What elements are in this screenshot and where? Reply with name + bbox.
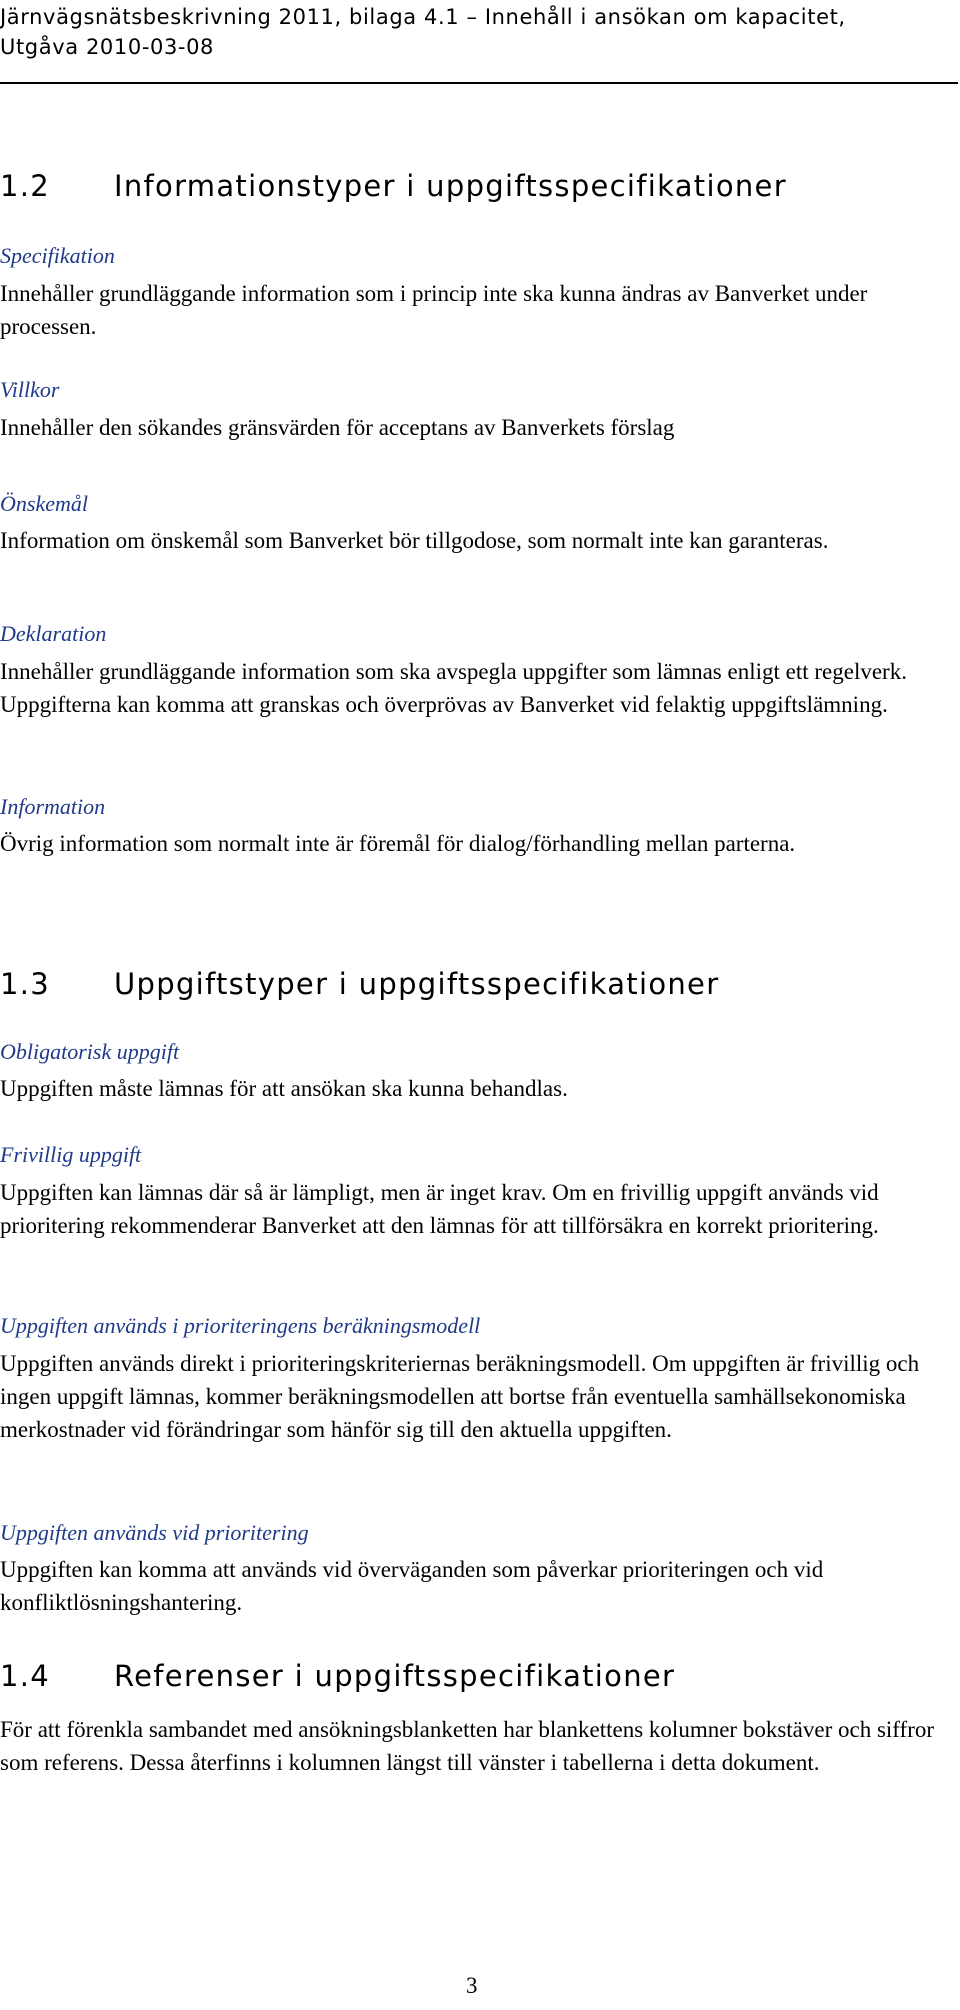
term-deklaration: Deklaration	[0, 621, 107, 646]
term-berakningsmodell: Uppgiften används i prioriteringens beräkningsmodell	[0, 1313, 481, 1338]
definition-berakningsmodell: Uppgiften används direkt i prioriteringskriteriernas beräkningsmodell. Om uppgiften är frivillig och ingen uppgift lämnas, kommer beräkningsmodellen att bortse från eventuella samhällsekonomiska merkostnader vid förändringar som hänför sig till den aktuella uppgiften.	[0, 1351, 920, 1442]
definition-deklaration: Innehåller grundläggande information som ska avspegla uppgifter som lämnas enligt ett regelverk. Uppgifterna kan komma att granskas och överprövas av Banverket vid felaktig uppgiftslämning.	[0, 659, 907, 717]
definition-onskemal: Information om önskemål som Banverket bör tillgodose, som normalt inte kan garanteras.	[0, 528, 829, 553]
section-title: Referenser i uppgiftsspecifikationer	[114, 1659, 676, 1693]
section-number: 1.4	[0, 1659, 51, 1693]
section-1-4-paragraph: För att förenkla sambandet med ansökningsblanketten har blankettens kolumner bokstäver och siffror som referens. Dessa återfinns i kolumnen längst till vänster i tabellerna i detta dokument.	[0, 1717, 935, 1775]
definition-information: Övrig information som normalt inte är föremål för dialog/förhandling mellan parterna.	[0, 831, 796, 856]
definition-villkor: Innehåller den sökandes gränsvärden för acceptans av Banverkets förslag	[0, 415, 675, 440]
definition-specifikation: Innehåller grundläggande information som i princip inte ska kunna ändras av Banverket under processen.	[0, 281, 868, 339]
term-vid-prioritering: Uppgiften används vid prioritering	[0, 1520, 309, 1545]
header-divider	[0, 82, 958, 84]
term-obligatorisk-uppgift: Obligatorisk uppgift	[0, 1039, 180, 1064]
running-header	[0, 2, 958, 62]
page-number: 3	[466, 1973, 478, 1998]
header-line-2: Utgåva 2010-03-08	[0, 35, 215, 59]
term-information: Information	[0, 794, 106, 819]
section-number: 1.3	[0, 967, 51, 1001]
term-frivillig-uppgift: Frivillig uppgift	[0, 1142, 142, 1167]
term-onskemal: Önskemål	[0, 491, 88, 516]
header-line-1: Järnvägsnätsbeskrivning 2011, bilaga 4.1 – Innehåll i ansökan om kapacitet,	[0, 5, 846, 29]
definition-vid-prioritering: Uppgiften kan komma att används vid överväganden som påverkar prioriteringen och vid konfliktlösningshantering.	[0, 1557, 824, 1615]
term-villkor: Villkor	[0, 377, 60, 402]
definition-obligatorisk-uppgift: Uppgiften måste lämnas för att ansökan ska kunna behandlas.	[0, 1076, 568, 1101]
section-heading-1-3	[0, 966, 719, 1002]
term-specifikation: Specifikation	[0, 243, 115, 268]
section-title: Informationstyper i uppgiftsspecifikationer	[114, 169, 787, 203]
section-heading-1-4	[0, 1658, 675, 1694]
section-title: Uppgiftstyper i uppgiftsspecifikationer	[114, 967, 720, 1001]
section-number: 1.2	[0, 169, 51, 203]
section-heading-1-2	[0, 168, 787, 204]
definition-frivillig-uppgift: Uppgiften kan lämnas där så är lämpligt, men är inget krav. Om en frivillig uppgift används vid prioritering rekommenderar Banverket att den lämnas för att tillförsäkra en korrekt prioritering.	[0, 1180, 879, 1238]
